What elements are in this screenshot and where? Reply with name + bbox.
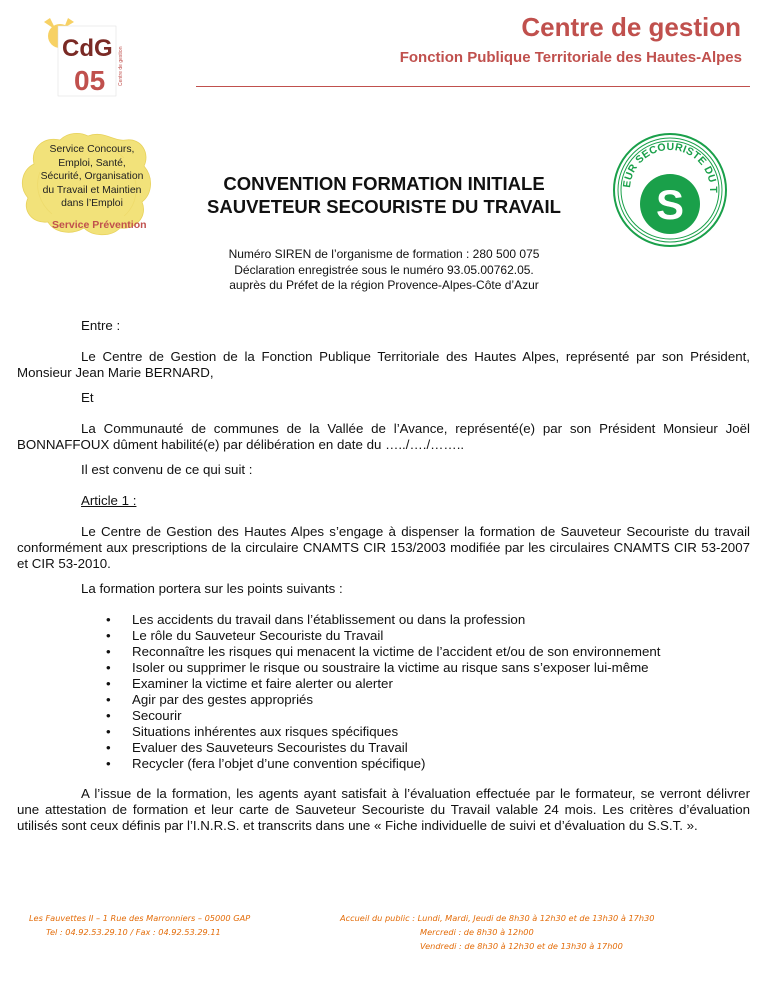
topics-intro: La formation portera sur les points suivants : bbox=[81, 581, 343, 596]
convenu-text: Il est convenu de ce qui suit : bbox=[81, 462, 253, 477]
footer-address: Les Fauvettes II – 1 Rue des Marronniers – 05000 GAP bbox=[29, 913, 251, 923]
org-subtitle: Fonction Publique Territoriale des Hautes-Alpes bbox=[399, 49, 742, 66]
sst-logo-letter: S bbox=[655, 181, 685, 228]
footer-hours-1: Accueil du public : Lundi, Mardi, Jeudi de 8h30 à 12h30 et de 13h30 à 17h30 bbox=[340, 913, 655, 923]
registration-block bbox=[180, 247, 588, 294]
party-1-paragraph: Le Centre de Gestion de la Fonction Publique Territoriale des Hautes Alpes, représenté par son Président, Monsieur Jean Marie BERNARD, bbox=[17, 349, 750, 380]
title-line-2: SAUVETEUR SECOURISTE DU TRAVAIL bbox=[207, 196, 561, 217]
badge-line: Sécurité, Organisation bbox=[40, 171, 144, 183]
footer-hours-2: Mercredi : de 8h30 à 12h00 bbox=[420, 927, 534, 937]
list-item: • Agir par des gestes appropriés bbox=[106, 692, 660, 708]
declaration-line: Déclaration enregistrée sous le numéro 93.05.00762.05. bbox=[234, 262, 534, 277]
siren-line: Numéro SIREN de l’organisme de formation : 280 500 075 bbox=[228, 247, 540, 261]
topic-list bbox=[106, 612, 660, 772]
entre-text: Entre : bbox=[81, 318, 121, 333]
sst-logo bbox=[609, 132, 731, 248]
list-item: • Secourir bbox=[106, 708, 660, 724]
closing-paragraph: A l’issue de la formation, les agents ayant satisfait à l’évaluation effectuée par le formateur, se verront délivrer une attestation de formation et leur carte de Sauveteur Secouriste du Travail valable 24 mois. Les critères d’évaluation utilisés sont ceux définis par l’I.N.R.S. et transcrits dans une « Fiche individuelle de suivi et d’évaluation du S.S.T. ». bbox=[17, 786, 750, 833]
logo-side-text: Centre de gestion bbox=[118, 46, 124, 86]
badge-line: Emploi, Santé, bbox=[58, 157, 126, 169]
list-item: • Les accidents du travail dans l’établissement ou dans la profession bbox=[106, 612, 660, 628]
logo-text-top: CdG bbox=[62, 35, 113, 62]
list-item: • Examiner la victime et faire alerter ou alerter bbox=[106, 676, 660, 692]
service-badge-text bbox=[30, 143, 154, 211]
list-item: • Reconnaître les risques qui menacent la victime de l’accident et/ou de son environnement bbox=[106, 644, 660, 660]
document-title bbox=[180, 172, 588, 218]
article-1-paragraph: Le Centre de Gestion des Hautes Alpes s’engage à dispenser la formation de Sauveteur Secouriste du travail conformément aux prescriptions de la circulaire CNAMTS CIR 153/2003 modifiée par les circulaires CNAMTS CIR 53-2007 et CIR 53-2010. bbox=[17, 524, 750, 571]
article-1-heading: Article 1 : bbox=[81, 493, 137, 508]
title-line-1: CONVENTION FORMATION INITIALE bbox=[223, 173, 545, 194]
service-prevention-label: Service Prévention bbox=[52, 219, 147, 231]
cdg05-logo bbox=[42, 16, 134, 102]
footer-phone: Tel : 04.92.53.29.10 / Fax : 04.92.53.29.11 bbox=[46, 927, 221, 937]
party-2-paragraph: La Communauté de communes de la Vallée de l’Avance, représenté(e) par son Président Monsieur Joël BONNAFFOUX dûment habilité(e) par délibération en date du …../…./…….. bbox=[17, 421, 750, 452]
list-item: • Le rôle du Sauveteur Secouriste du Travail bbox=[106, 628, 660, 644]
et-text: Et bbox=[81, 390, 94, 405]
badge-line: du Travail et Maintien bbox=[42, 184, 142, 196]
footer-hours-3: Vendredi : de 8h30 à 12h30 et de 13h30 à 17h00 bbox=[420, 941, 623, 951]
list-item: • Isoler ou supprimer le risque ou soustraire la victime au risque sans s’exposer lui-même bbox=[106, 660, 660, 676]
header-divider bbox=[196, 86, 750, 87]
list-item: • Evaluer des Sauveteurs Secouristes du Travail bbox=[106, 740, 660, 756]
badge-line: dans l’Emploi bbox=[61, 198, 123, 210]
prefect-line: auprès du Préfet de la région Provence-Alpes-Côte d’Azur bbox=[229, 278, 539, 292]
logo-text-bottom: 05 bbox=[74, 65, 106, 96]
sst-logo-text: EUR SECOURISTE DU T bbox=[620, 140, 720, 194]
org-title: Centre de gestion bbox=[521, 12, 741, 42]
badge-line: Service Concours, bbox=[49, 144, 135, 155]
list-item: • Situations inhérentes aux risques spécifiques bbox=[106, 724, 660, 740]
list-item: • Recycler (fera l’objet d’une convention spécifique) bbox=[106, 756, 660, 772]
